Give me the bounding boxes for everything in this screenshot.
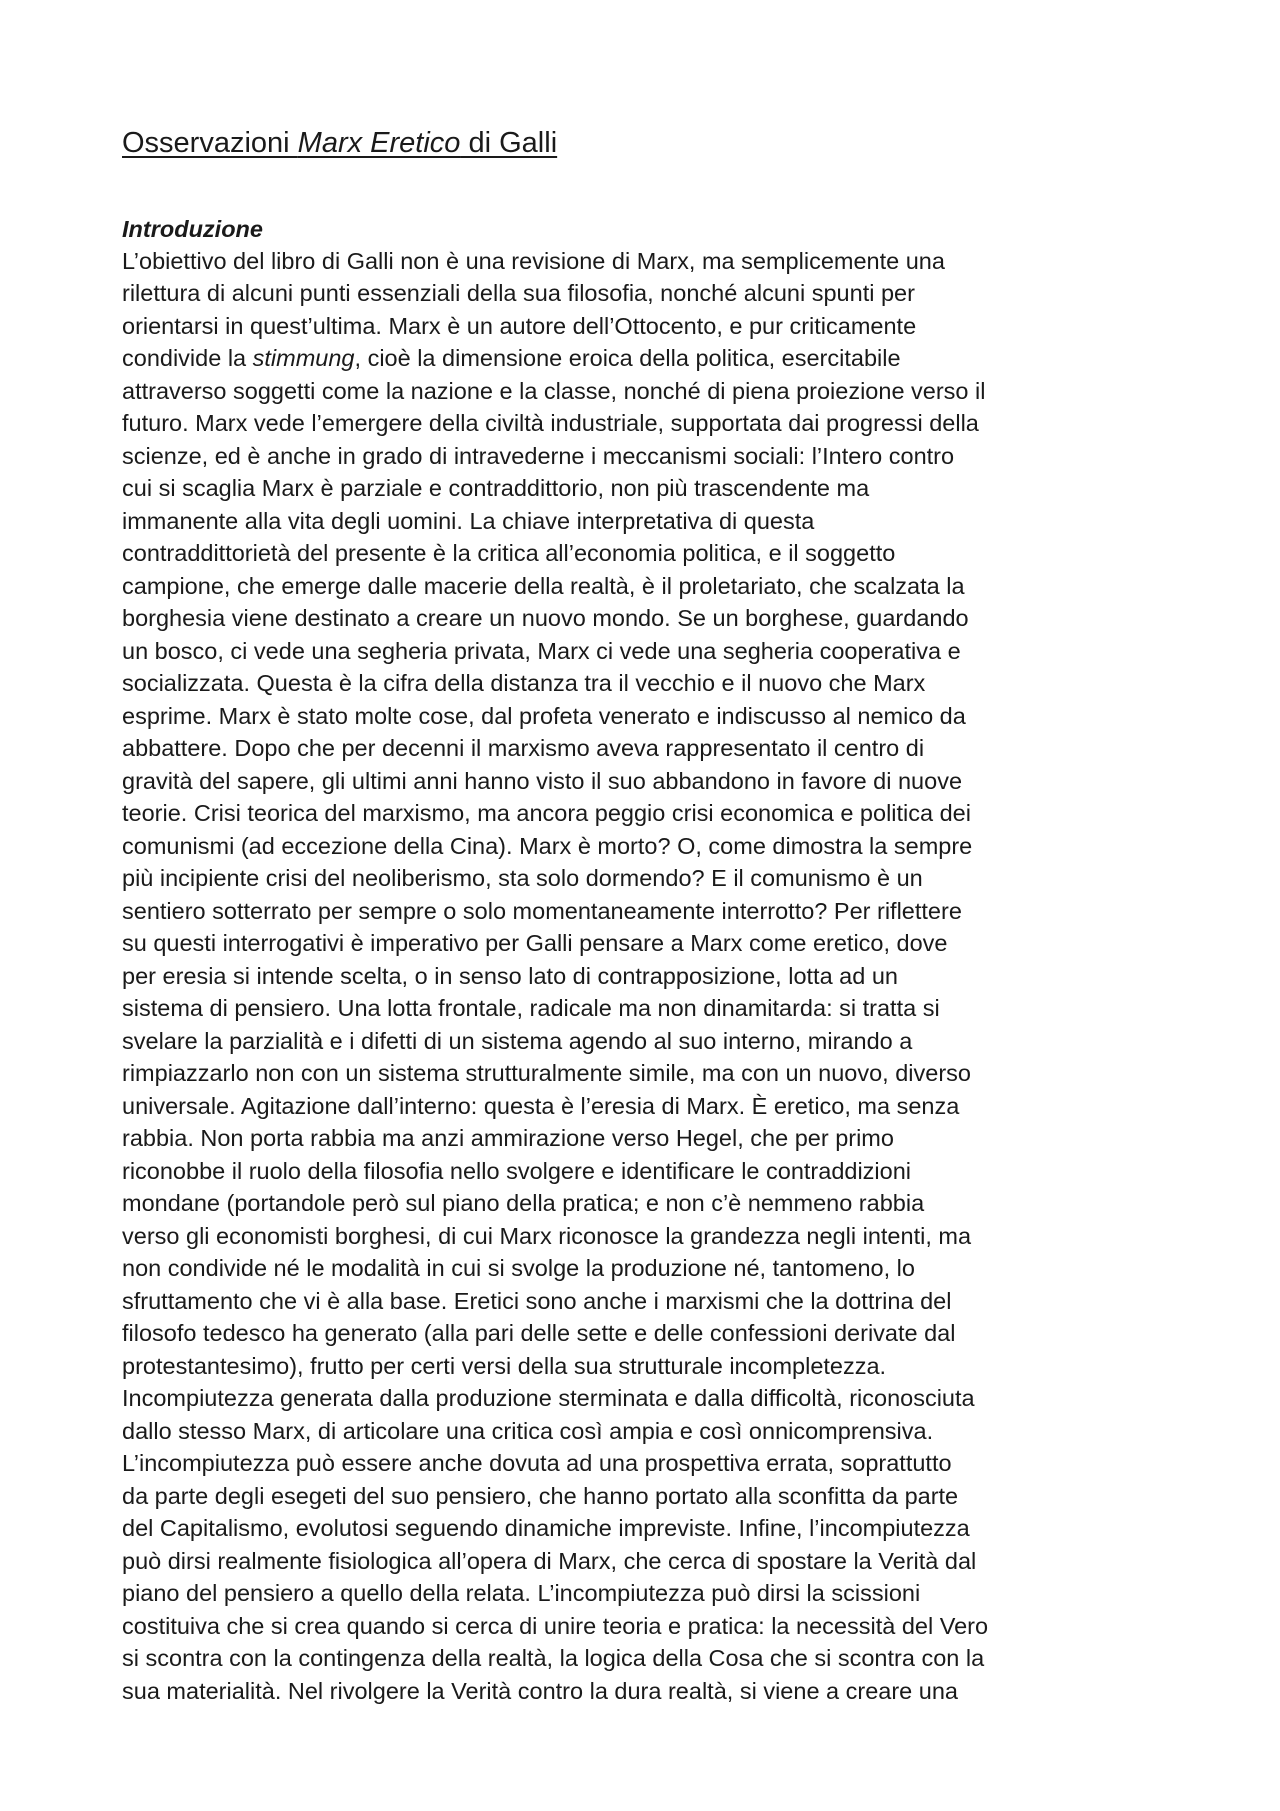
text-line: rilettura di alcuni punti essenziali della sua filosofia, nonché alcuni spunti per	[122, 280, 915, 307]
text-line: rabbia. Non porta rabbia ma anzi ammirazione verso Hegel, che per primo	[122, 1125, 894, 1152]
text-line: si scontra con la contingenza della realtà, la logica della Cosa che si scontra con la	[122, 1645, 985, 1672]
text-segment: condivide la	[122, 345, 253, 372]
text-line: verso gli economisti borghesi, di cui Marx riconosce la grandezza negli intenti, ma	[122, 1222, 972, 1249]
text-line: sua materialità. Nel rivolgere la Verità contro la dura realtà, si viene a creare una	[122, 1677, 958, 1704]
title-part-3: di Galli	[460, 127, 558, 159]
text-line: mondane (portandole però sul piano della pratica; e non c’è nemmeno rabbia	[122, 1190, 925, 1217]
text-line: svelare la parzialità e i difetti di un sistema agendo al suo interno, mirando a	[122, 1027, 913, 1054]
text-line: orientarsi in quest’ultima. Marx è un autore dell’Ottocento, e pur criticamente	[122, 312, 917, 339]
text-line: futuro. Marx vede l’emergere della civiltà industriale, supportata dai progressi della	[122, 410, 979, 437]
document-title	[122, 126, 1172, 161]
section-heading: Introduzione	[122, 215, 263, 242]
text-line: non condivide né le modalità in cui si svolge la produzione né, tantomeno, lo	[122, 1255, 915, 1282]
text-line: costituiva che si crea quando si cerca di unire teoria e pratica: la necessità del Vero	[122, 1612, 989, 1639]
text-line: socializzata. Questa è la cifra della distanza tra il vecchio e il nuovo che Marx	[122, 670, 926, 697]
text-line: sistema di pensiero. Una lotta frontale, radicale ma non dinamitarda: si tratta si	[122, 995, 940, 1022]
text-line: esprime. Marx è stato molte cose, dal profeta venerato e indiscusso al nemico da	[122, 702, 966, 729]
text-line: universale. Agitazione dall’interno: questa è l’eresia di Marx. È eretico, ma senza	[122, 1092, 960, 1119]
text-line: immanente alla vita degli uomini. La chiave interpretativa di questa	[122, 507, 815, 534]
text-line: sentiero sotterrato per sempre o solo momentaneamente interrotto? Per riflettere	[122, 897, 962, 924]
text-line: protestantesimo), frutto per certi versi della sua strutturale incompletezza.	[122, 1352, 887, 1379]
text-line: L’obiettivo del libro di Galli non è una revisione di Marx, ma semplicemente una	[122, 247, 945, 274]
text-line: rimpiazzarlo non con un sistema strutturalmente simile, ma con un nuovo, diverso	[122, 1060, 971, 1087]
text-line: piano del pensiero a quello della relata. L’incompiutezza può dirsi la scissioni	[122, 1580, 921, 1607]
text-line: su questi interrogativi è imperativo per Galli pensare a Marx come eretico, dove	[122, 930, 948, 957]
text-line: L’incompiutezza può essere anche dovuta ad una prospettiva errata, soprattutto	[122, 1450, 952, 1477]
text-line: gravità del sapere, gli ultimi anni hanno visto il suo abbandono in favore di nuove	[122, 767, 963, 794]
text-line: scienze, ed è anche in grado di intravederne i meccanismi sociali: l’Intero contro	[122, 442, 955, 469]
text-line: teorie. Crisi teorica del marxismo, ma ancora peggio crisi economica e politica dei	[122, 800, 971, 827]
text-line: del Capitalismo, evolutosi seguendo dinamiche impreviste. Infine, l’incompiutezza	[122, 1515, 970, 1542]
text-line: campione, che emerge dalle macerie della realtà, è il proletariato, che scalzata la	[122, 572, 965, 599]
text-line: comunismi (ad eccezione della Cina). Marx è morto? O, come dimostra la sempre	[122, 832, 973, 859]
title-book-name: Marx Eretico	[297, 127, 461, 159]
document-content	[122, 126, 1172, 1707]
text-line: attraverso soggetti come la nazione e la classe, nonché di piena proiezione verso il	[122, 377, 986, 404]
title-part-1: Osservazioni	[122, 127, 298, 159]
text-line: sfruttamento che vi è alla base. Eretici sono anche i marxismi che la dottrina del	[122, 1287, 952, 1314]
text-line: più incipiente crisi del neoliberismo, sta solo dormendo? E il comunismo è un	[122, 865, 923, 892]
text-line: Incompiutezza generata dalla produzione sterminata e dalla difficoltà, riconosciuta	[122, 1385, 975, 1412]
text-line: per eresia si intende scelta, o in senso lato di contrapposizione, lotta ad un	[122, 962, 898, 989]
text-line: un bosco, ci vede una segheria privata, Marx ci vede una segheria cooperativa e	[122, 637, 961, 664]
text-line: riconobbe il ruolo della filosofia nello svolgere e identificare le contraddizioni	[122, 1157, 912, 1184]
text-line: borghesia viene destinato a creare un nuovo mondo. Se un borghese, guardando	[122, 605, 969, 632]
emphasized-term: stimmung	[252, 345, 355, 372]
text-line: può dirsi realmente fisiologica all’opera di Marx, che cerca di spostare la Verità dal	[122, 1547, 977, 1574]
body-paragraph	[122, 245, 1172, 1708]
text-line: da parte degli esegeti del suo pensiero, che hanno portato alla sconfitta da parte	[122, 1482, 959, 1509]
text-segment: , cioè la dimensione eroica della politica, esercitabile	[354, 345, 901, 372]
text-line: abbattere. Dopo che per decenni il marxismo aveva rappresentato il centro di	[122, 735, 925, 762]
text-line: dallo stesso Marx, di articolare una critica così ampia e così onnicomprensiva.	[122, 1417, 934, 1444]
text-line	[122, 342, 1172, 375]
text-line: contraddittorietà del presente è la critica all’economia politica, e il soggetto	[122, 540, 896, 567]
text-line: cui si scaglia Marx è parziale e contraddittorio, non più trascendente ma	[122, 475, 870, 502]
text-line: filosofo tedesco ha generato (alla pari delle sette e delle confessioni derivate dal	[122, 1320, 956, 1347]
